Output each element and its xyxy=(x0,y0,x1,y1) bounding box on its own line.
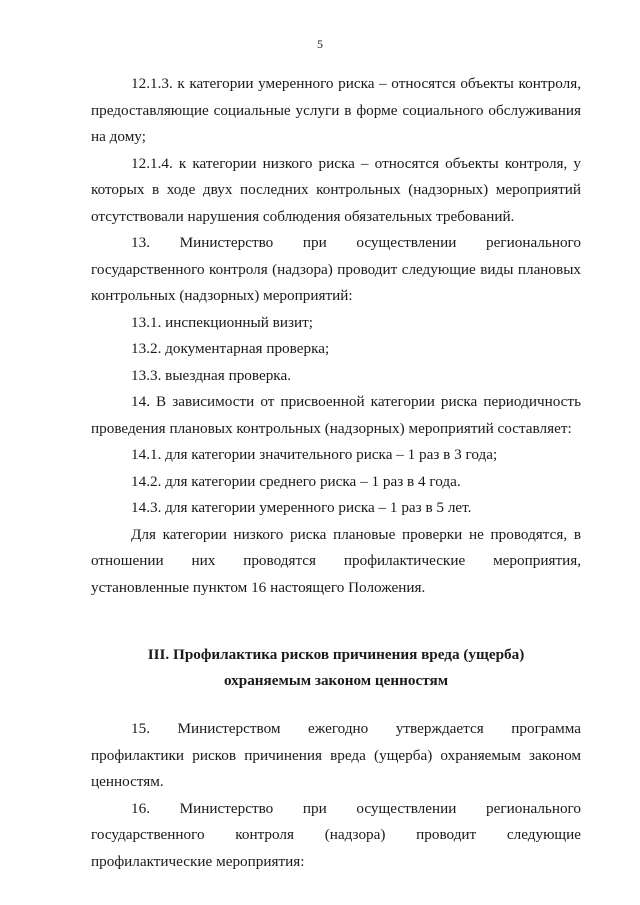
paragraph-13-line1: 13. Министерство при осуществлении регионального xyxy=(131,234,581,251)
paragraph-15: 15. Министерством ежегодно утверждается программа профилактики рисков причинения вреда (ущерба) охраняемым законом ценностям. xyxy=(91,720,581,790)
section-body-bottom xyxy=(91,716,581,875)
section-heading xyxy=(91,642,581,694)
paragraph-16-line3: профилактические мероприятия: xyxy=(91,852,305,870)
paragraph-16-line1: 16. Министерство при осуществлении регионального xyxy=(131,799,581,817)
paragraph-14-2: 14.2. для категории среднего риска – 1 раз в 4 года. xyxy=(131,472,461,490)
section-heading-line2: охраняемым законом ценностям xyxy=(223,672,449,689)
paragraph-low-risk-line2: отношении них проводятся профилактические мероприятия, xyxy=(91,552,581,569)
paragraph-low-risk-line3: установленные пунктом 16 настоящего Положения. xyxy=(91,578,426,596)
paragraph-13-3: 13.3. выездная проверка. xyxy=(131,366,291,384)
paragraph-14-3: 14.3. для категории умеренного риска – 1 раз в 5 лет. xyxy=(131,499,472,516)
paragraph-low-risk-line1: Для категории низкого риска плановые проверки не проводятся, в xyxy=(131,525,581,543)
paragraph-16-line2: государственного контроля (надзора) проводит следующие xyxy=(91,826,581,843)
paragraph-12-1-4: 12.1.4. к категории низкого риска – относятся объекты контроля, у которых в ходе двух последних контрольных (надзорных) мероприятий отсутствовали нарушения соблюдения обязательных требований. xyxy=(91,154,581,225)
paragraph-13-1: 13.1. инспекционный визит; xyxy=(131,313,313,331)
paragraph-13-2: 13.2. документарная проверка; xyxy=(131,340,330,357)
paragraph-12-1-3: 12.1.3. к категории умеренного риска – относятся объекты контроля, предоставляющие социальные услуги в форме социального обслуживания на дому; xyxy=(91,75,581,145)
page-number: 5 xyxy=(317,37,323,51)
paragraph-14: 14. В зависимости от присвоенной категории риска периодичность проведения плановых контрольных (надзорных) мероприятий составляет: xyxy=(91,393,581,437)
paragraph-13-rest: государственного контроля (надзора) проводит следующие виды плановых контрольных (надзорных) мероприятий: xyxy=(91,260,581,304)
paragraph-14-1: 14.1. для категории значительного риска – 1 раз в 3 года; xyxy=(131,446,498,463)
section-heading-line1: III. Профилактика рисков причинения вреда (ущерба) xyxy=(147,646,525,663)
section-body-top xyxy=(91,71,581,601)
